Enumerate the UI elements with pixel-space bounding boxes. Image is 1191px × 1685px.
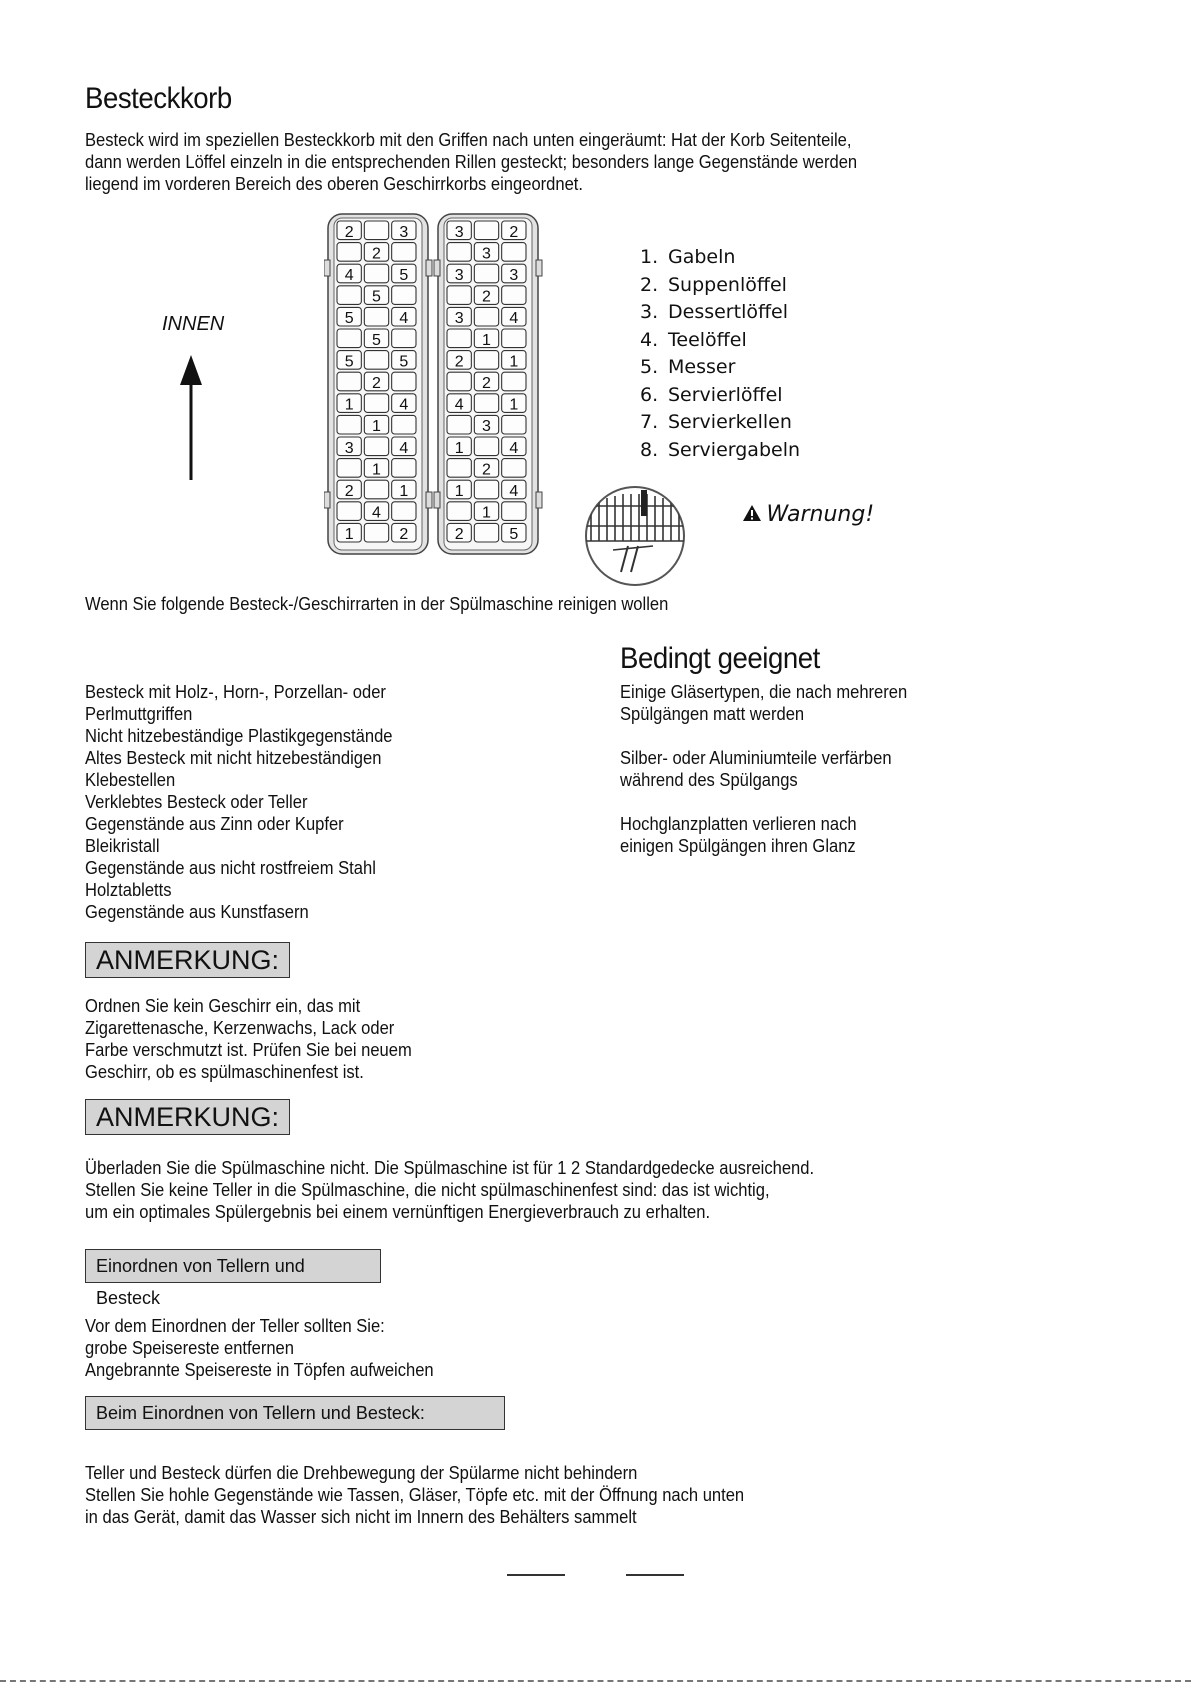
basket-right-half xyxy=(434,214,542,554)
cutlery-basket-diagram xyxy=(324,212,544,558)
unsuitable-items-list xyxy=(85,681,392,923)
basket-cell xyxy=(474,221,498,240)
unsuitable-item: Gegenstände aus Kunstfasern xyxy=(85,902,309,922)
warning-triangle-icon xyxy=(742,504,762,522)
basket-cell xyxy=(392,502,416,521)
basket-cell-label: 1 xyxy=(454,439,464,457)
basket-cell-label: 3 xyxy=(454,267,464,284)
basket-cell-label: 1 xyxy=(344,396,354,414)
basket-cell xyxy=(392,286,416,305)
legend-number: 5. xyxy=(640,356,659,378)
basket-cell xyxy=(502,415,526,434)
basket-cell xyxy=(447,502,471,521)
unsuitable-item: Klebestellen xyxy=(85,770,176,790)
basket-cell xyxy=(474,264,498,283)
basket-cell xyxy=(364,523,388,542)
conditional-item-line: einigen Spülgängen ihren Glanz xyxy=(620,836,856,856)
basket-cell-label: 1 xyxy=(344,526,354,544)
legend-number: 8. xyxy=(640,438,659,461)
basket-left-half xyxy=(324,214,432,554)
note-label-1: ANMERKUNG: xyxy=(85,942,290,978)
basket-clip xyxy=(434,492,440,508)
basket-clip xyxy=(434,260,440,276)
basket-cell-label: 1 xyxy=(399,483,409,500)
basket-cell xyxy=(392,372,416,391)
basket-clip xyxy=(426,260,432,276)
note1-line: Geschirr, ob es spülmaschinenfest ist. xyxy=(85,1062,364,1082)
basket-cell-label: 4 xyxy=(509,483,519,500)
basket-cell-label: 1 xyxy=(372,418,381,436)
legend-number: 6. xyxy=(640,383,659,406)
warning-notice xyxy=(742,502,874,527)
basket-cell xyxy=(337,372,361,391)
basket-clip xyxy=(426,492,432,508)
basket-cell xyxy=(447,329,471,348)
unsuitable-item: Gegenstände aus nicht rostfreiem Stahl xyxy=(85,858,376,878)
basket-cell-label: 3 xyxy=(454,310,464,328)
legend-item xyxy=(640,354,800,382)
footer-rule-left xyxy=(507,1574,565,1576)
basket-cell xyxy=(447,243,471,262)
conditional-item-line: Hochglanzplatten verlieren nach xyxy=(620,814,857,834)
legend-label: Teelöffel xyxy=(668,328,747,351)
basket-cell xyxy=(502,329,526,348)
basket-cell xyxy=(474,394,498,413)
basket-cell xyxy=(474,351,498,370)
basket-cell xyxy=(337,459,361,478)
basket-cell xyxy=(364,394,388,413)
unsuitable-item: Nicht hitzebeständige Plastikgegenstände xyxy=(85,726,393,746)
legend-item xyxy=(640,382,800,410)
section-title-bedingt-geeignet: Bedingt geeignet xyxy=(620,642,820,675)
basket-cell xyxy=(337,243,361,262)
section1-line: dann werden Löffel einzeln in die entsprechenden Rillen gesteckt; besonders lange Gegenstände werden xyxy=(85,152,858,172)
note2-line: Stellen Sie keine Teller in die Spülmaschine, die nicht spülmaschinenfest sind: das ist wichtig, xyxy=(85,1180,770,1200)
basket-cell-label: 4 xyxy=(344,267,354,284)
legend-item xyxy=(640,272,800,300)
basket-cell-label: 2 xyxy=(372,375,381,392)
basket-cell-label: 2 xyxy=(454,526,464,544)
basket-cell xyxy=(447,372,471,391)
section3-line: Vor dem Einordnen der Teller sollten Sie: xyxy=(85,1316,385,1336)
unsuitable-item: Gegenstände aus Zinn oder Kupfer xyxy=(85,814,344,834)
basket-cell-label: 3 xyxy=(399,223,409,241)
basket-cell-label: 3 xyxy=(482,418,491,436)
unsuitable-item: Holztabletts xyxy=(85,880,172,900)
basket-cell-label: 5 xyxy=(344,353,354,371)
note1-line: Zigarettenasche, Kerzenwachs, Lack oder xyxy=(85,1018,395,1038)
section4-line: Stellen Sie hohle Gegenstände wie Tassen, Gläser, Töpfe etc. mit der Öffnung nach unten xyxy=(85,1485,745,1505)
basket-clip xyxy=(536,260,542,276)
basket-cell-label: 5 xyxy=(399,267,409,284)
basket-cell-label: 2 xyxy=(482,375,491,392)
legend-item xyxy=(640,437,800,465)
section4-line: Teller und Besteck dürfen die Drehbewegung der Spülarme nicht behindern xyxy=(85,1463,638,1483)
legend-label: Messer xyxy=(668,356,736,378)
basket-cell xyxy=(392,415,416,434)
basket-cell-label: 1 xyxy=(482,504,491,522)
basket-cell-label: 1 xyxy=(372,461,381,479)
basket-cell xyxy=(447,286,471,305)
basket-cell xyxy=(364,221,388,240)
basket-detail-magnifier xyxy=(583,484,689,588)
conditional-item-line xyxy=(620,725,907,747)
conditional-item-line: während des Spülgangs xyxy=(620,770,798,790)
basket-cell-label: 1 xyxy=(509,396,519,414)
basket-cell-label: 4 xyxy=(399,396,409,414)
basket-clip xyxy=(536,492,542,508)
note1-line: Farbe verschmutzt ist. Prüfen Sie bei neuem xyxy=(85,1040,412,1060)
unsuitable-item: Altes Besteck mit nicht hitzebeständigen xyxy=(85,748,382,768)
footer-rule-right xyxy=(626,1574,684,1576)
legend-label: Serviergabeln xyxy=(668,438,801,461)
intro-line: Wenn Sie folgende Besteck-/Geschirrarten in der Spülmaschine reinigen wollen xyxy=(85,594,669,614)
legend-number: 2. xyxy=(640,273,659,296)
basket-cell xyxy=(337,286,361,305)
section1-line: liegend im vorderen Bereich des oberen Geschirrkorbs eingeordnet. xyxy=(85,174,584,194)
basket-cell-label: 4 xyxy=(399,310,409,328)
page-edge xyxy=(0,1680,1191,1682)
basket-cell xyxy=(474,307,498,326)
basket-clip xyxy=(324,492,330,508)
basket-cell-label: 5 xyxy=(372,288,381,306)
loading-dishes-label: Einordnen von Tellern und Besteck xyxy=(85,1249,381,1283)
conditional-item-line xyxy=(620,791,907,813)
legend-number: 4. xyxy=(640,328,659,351)
section4-line: in das Gerät, damit das Wasser sich nicht im Innern des Behälters sammelt xyxy=(85,1507,637,1527)
basket-cell-label: 4 xyxy=(399,439,409,457)
basket-cell xyxy=(337,329,361,348)
basket-cell-label: 4 xyxy=(454,396,464,414)
basket-cell xyxy=(502,372,526,391)
note2-line: um ein optimales Spülergebnis bei einem vernünftigen Energieverbrauch zu erhalten. xyxy=(85,1202,711,1222)
section1-line: Besteck wird im speziellen Besteckkorb mit den Griffen nach unten eingeräumt: Hat der Korb Seitenteile, xyxy=(85,130,852,150)
note-label-2: ANMERKUNG: xyxy=(85,1099,290,1135)
basket-cell-label: 5 xyxy=(509,526,519,544)
legend-label: Suppenlöffel xyxy=(668,273,787,296)
basket-cell xyxy=(502,502,526,521)
basket-cell-label: 4 xyxy=(509,310,519,328)
section1-paragraph xyxy=(85,129,857,195)
legend-label: Dessertlöffel xyxy=(668,301,789,323)
basket-cell xyxy=(364,264,388,283)
basket-clip xyxy=(324,260,330,276)
basket-cell-label: 2 xyxy=(344,483,354,500)
basket-cell-label: 1 xyxy=(454,483,464,500)
basket-cell xyxy=(474,437,498,456)
legend-number: 1. xyxy=(640,246,659,268)
basket-cell-label: 2 xyxy=(399,526,409,544)
basket-cell-label: 2 xyxy=(372,245,381,263)
unsuitable-item: Besteck mit Holz-, Horn-, Porzellan- oder xyxy=(85,682,386,702)
basket-cell xyxy=(337,502,361,521)
basket-cell xyxy=(447,459,471,478)
basket-cell-label: 3 xyxy=(482,245,491,263)
basket-cell xyxy=(474,480,498,499)
innen-label: INNEN xyxy=(162,313,225,335)
section-title-besteckkorb: Besteckkorb xyxy=(85,82,232,115)
basket-cell-label: 3 xyxy=(344,439,354,457)
legend-number: 3. xyxy=(640,301,659,323)
basket-cell-label: 4 xyxy=(372,504,381,522)
basket-cell-label: 4 xyxy=(509,439,519,457)
basket-cell xyxy=(502,286,526,305)
unsuitable-item: Bleikristall xyxy=(85,836,160,856)
legend-label: Servierlöffel xyxy=(668,383,783,406)
cutlery-legend xyxy=(640,244,800,464)
basket-cell-label: 5 xyxy=(344,310,354,328)
basket-cell-label: 3 xyxy=(454,223,464,241)
basket-cell xyxy=(502,243,526,262)
basket-cell-label: 2 xyxy=(482,288,491,306)
basket-cell-label: 3 xyxy=(509,267,519,284)
conditional-item-line: Einige Gläsertypen, die nach mehreren xyxy=(620,682,908,702)
section3-line: Angebrannte Speisereste in Töpfen aufweichen xyxy=(85,1360,434,1380)
legend-label: Gabeln xyxy=(668,246,736,268)
arrow-up-icon xyxy=(178,355,204,480)
basket-cell xyxy=(337,415,361,434)
legend-label: Servierkellen xyxy=(668,411,792,433)
note2-line: Überladen Sie die Spülmaschine nicht. Die Spülmaschine ist für 1 2 Standardgedecke ausreichend. xyxy=(85,1158,815,1178)
note2-paragraph xyxy=(85,1157,814,1223)
basket-cell xyxy=(502,459,526,478)
basket-cell-label: 5 xyxy=(399,353,409,371)
basket-cell-label: 2 xyxy=(509,223,519,241)
basket-cell-label: 1 xyxy=(509,353,519,371)
basket-cell xyxy=(392,329,416,348)
legend-item xyxy=(640,409,800,437)
note1-line: Ordnen Sie kein Geschirr ein, das mit xyxy=(85,996,361,1016)
basket-cell-label: 2 xyxy=(482,461,491,479)
basket-cell xyxy=(364,437,388,456)
section3-paragraph xyxy=(85,1315,434,1381)
section4-paragraph xyxy=(85,1462,744,1528)
basket-cell-label: 1 xyxy=(482,331,491,349)
conditionally-suitable-list xyxy=(620,681,907,857)
conditional-item-line: Silber- oder Aluminiumteile verfärben xyxy=(620,748,892,768)
legend-number: 7. xyxy=(640,411,659,433)
legend-item xyxy=(640,327,800,355)
basket-cell-label: 2 xyxy=(454,353,464,371)
when-loading-label: Beim Einordnen von Tellern und Besteck: xyxy=(85,1396,505,1430)
unsuitable-item: Perlmuttgriffen xyxy=(85,704,193,724)
section3-line: grobe Speisereste entfernen xyxy=(85,1338,294,1358)
basket-cell xyxy=(364,307,388,326)
basket-cell xyxy=(447,415,471,434)
unsuitable-item: Verklebtes Besteck oder Teller xyxy=(85,792,308,812)
basket-cell xyxy=(474,523,498,542)
basket-cell-label: 2 xyxy=(344,223,354,241)
basket-cell xyxy=(364,480,388,499)
legend-item xyxy=(640,299,800,327)
basket-cell-label: 5 xyxy=(372,331,381,349)
conditional-item-line: Spülgängen matt werden xyxy=(620,704,805,724)
basket-cell xyxy=(392,243,416,262)
basket-cell xyxy=(364,351,388,370)
legend-item xyxy=(640,244,800,272)
note1-paragraph xyxy=(85,995,412,1083)
basket-cell xyxy=(392,459,416,478)
warning-label: Warnung! xyxy=(766,502,875,527)
